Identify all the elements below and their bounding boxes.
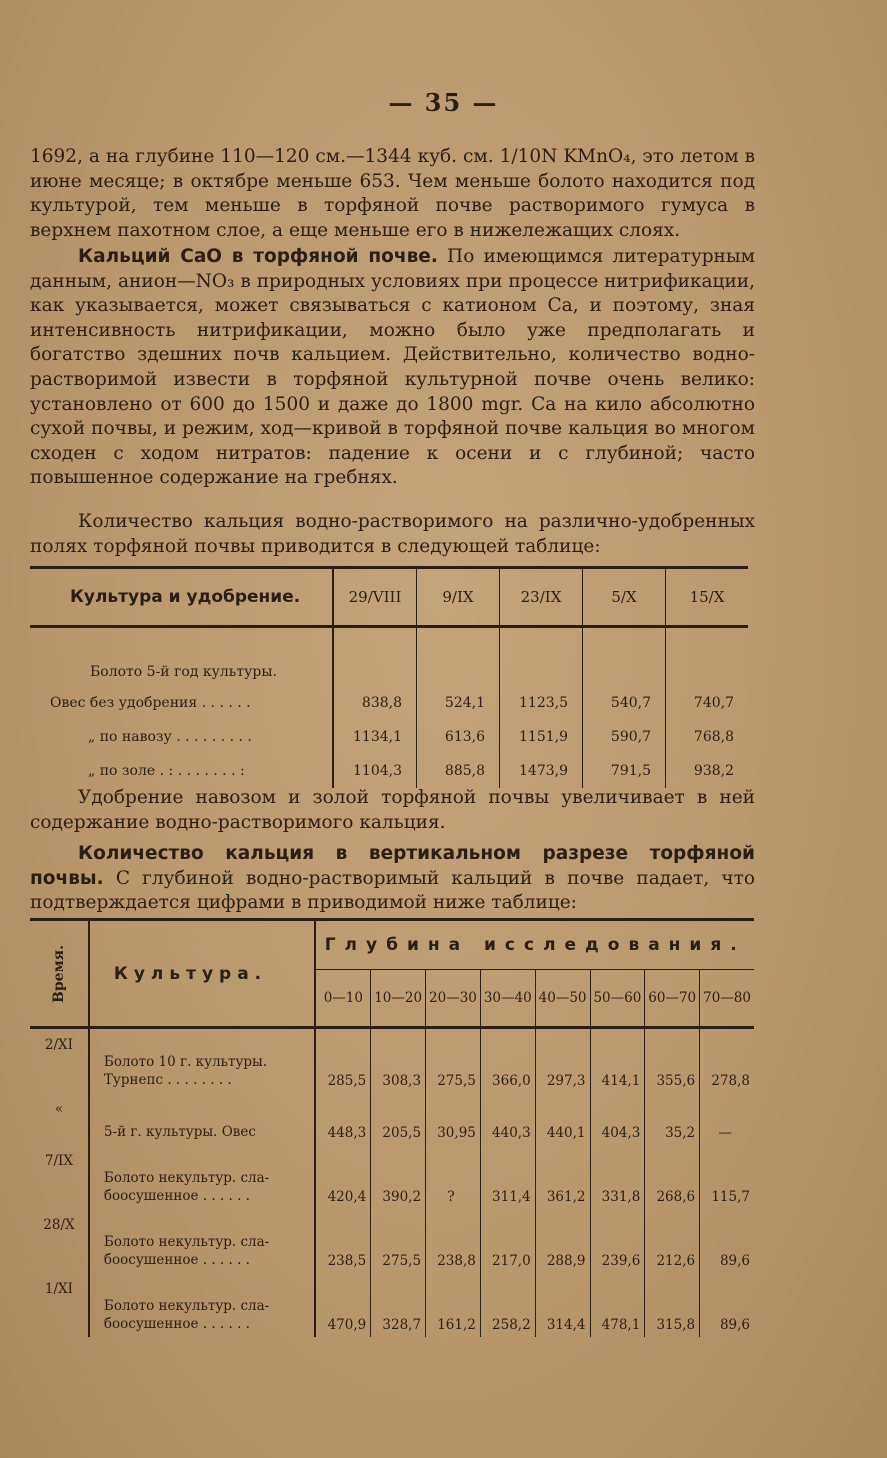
table1-col-header: 29/VIII: [333, 568, 417, 627]
table2-cell: 390,2: [371, 1145, 426, 1209]
table2-cell: 30,95: [426, 1093, 481, 1145]
table2-cell: 448,3: [315, 1093, 370, 1145]
table1-cell: 540,7: [583, 686, 666, 720]
table2-cell: 297,3: [535, 1028, 590, 1094]
table2-cell: 238,8: [426, 1209, 481, 1273]
table2-depth-col: 30—40: [480, 970, 535, 1028]
table2-culture: [89, 1273, 316, 1337]
table2-cell: 404,3: [590, 1093, 645, 1145]
table2-header-row-1: [30, 920, 754, 970]
table1-col-header: 23/IX: [500, 568, 583, 627]
table2-cell: 420,4: [315, 1145, 370, 1209]
paragraph-2-heading: Кальций CaO в торфяной почве.: [78, 246, 438, 267]
table-calcium-by-fertilizer: [30, 566, 748, 788]
table2-cell: 275,5: [426, 1028, 481, 1094]
table2-cell: 361,2: [535, 1145, 590, 1209]
table-calcium-by-depth: [30, 918, 754, 1337]
table2-cell: 328,7: [371, 1273, 426, 1337]
table2-depth-col: 70—80: [700, 970, 754, 1028]
table2-culture-header: Культура.: [89, 920, 316, 1028]
paragraph-3-text: Количество кальция водно-растворимого на различно-удобренных полях торфяной почвы приводится в следующей таблице:: [30, 511, 755, 557]
table2-depth-col: 20—30: [426, 970, 481, 1028]
table1-cell: 613,6: [417, 720, 500, 754]
table-row: [30, 720, 748, 754]
table1-cell: 524,1: [417, 686, 500, 720]
table1-cell: 1123,5: [500, 686, 583, 720]
table2-time: 28/X: [30, 1209, 89, 1273]
table2-culture-line2: боосушенное . . . . . .: [103, 1188, 250, 1204]
table2-cell: 285,5: [315, 1028, 370, 1094]
table2-cell: 115,7: [711, 1189, 750, 1205]
paragraph-2-text: По имеющимся литературным данным, анион—NO₃ в природных условиях при процессе нитрификации, как указывается, может связываться с катионом Са, и поэтому, зная интенсивность нитрификации, можно было уже предполагать и богатство здешних почв кальцием. Действительно, количество водно-растворимой извести в торфяной культурной почве очень велико: установлено от 600 до 1500 и даже до 1800 mgr. Са на кило абсолютно сухой почвы, и режим, ход—кривой в торфяной почве кальция во многом сходен с ходом нитратов: падение к осени и с глубиной; часто повышенное содержание на гребнях.: [30, 246, 755, 489]
table2-cell: 258,2: [480, 1273, 535, 1337]
table2-cell: 414,1: [590, 1028, 645, 1094]
table2-culture-line1: 5-й г. культуры. Овес: [103, 1124, 256, 1140]
table2-cell: 440,1: [535, 1093, 590, 1145]
table-row: [30, 1145, 754, 1209]
table2-cell: 212,6: [645, 1209, 700, 1273]
table2-cell: 315,8: [645, 1273, 700, 1337]
paragraph-3: [30, 510, 755, 559]
table2-depth-col: 40—50: [535, 970, 590, 1028]
table2-cell: 470,9: [315, 1273, 370, 1337]
paragraph-5-heading: Количество кальция в вертикальном разрезе торфяной почвы.: [30, 843, 755, 889]
table-row: [30, 1028, 754, 1094]
paragraph-5: [30, 842, 755, 916]
table2-depth-header: Глубина исследования.: [315, 920, 754, 970]
table1-header-row: [30, 568, 748, 627]
table2-culture: [89, 1145, 316, 1209]
table1-cell: 791,5: [583, 754, 666, 788]
table2-depth-col: 60—70: [645, 970, 700, 1028]
paragraph-5-text: С глубиной водно-растворимый кальций в почве падает, что подтверждается цифрами в приводимой ниже таблице:: [30, 867, 755, 914]
table1-col-header: 5/X: [583, 568, 666, 627]
table2-time: «: [30, 1093, 89, 1145]
paragraph-1-text: 1692, а на глубине 110—120 см.—1344 куб. см. 1/10N KMnO₄, это летом в июне месяце; в октябре меньше 653. Чем меньше болото находится под культурой, тем меньше в торфяной почве растворимого гумуса в верхнем пахотном слое, а еще меньше его в нижележащих слоях.: [30, 146, 755, 241]
table2-cell: 331,8: [590, 1145, 645, 1209]
table2-culture-line1: Болото 10 г. культуры.: [103, 1054, 268, 1070]
table1-row-label: Овес без удобрения . . . . . .: [30, 686, 333, 720]
table2-cell: 288,9: [535, 1209, 590, 1273]
table1-subheading-row: [30, 627, 748, 687]
table1-subheading: Болото 5-й год культуры.: [30, 627, 333, 687]
table2-time: 7/IX: [30, 1145, 89, 1209]
table2-cell: 278,8: [711, 1073, 750, 1089]
paragraph-4-text: Удобрение навозом и золой торфяной почвы увеличивает в ней содержание водно-растворимого кальция.: [30, 787, 755, 833]
table1-cell: 938,2: [693, 763, 734, 779]
table2-depth-col: 50—60: [590, 970, 645, 1028]
table1-cell: 1104,3: [333, 754, 417, 788]
table2-cell: 355,6: [645, 1028, 700, 1094]
table2-cell: 440,3: [480, 1093, 535, 1145]
table2-cell: 366,0: [480, 1028, 535, 1094]
table2-depth-col: 0—10: [315, 970, 370, 1028]
table2-culture: [89, 1028, 316, 1094]
table2-cell: 205,5: [371, 1093, 426, 1145]
table2-cell: 217,0: [480, 1209, 535, 1273]
table1-cell: 768,8: [693, 729, 734, 745]
table2-time-header-cell: [30, 920, 89, 1028]
table-row: [30, 1093, 754, 1145]
table2-cell: 311,4: [480, 1145, 535, 1209]
table1-row-label: „ по навозу . . . . . . . . .: [30, 720, 333, 754]
table1-cell: 740,7: [693, 695, 734, 711]
paragraph-2: [30, 245, 755, 491]
table1-header-label: Культура и удобрение.: [30, 568, 333, 627]
table2-cell: 89,6: [719, 1317, 750, 1333]
table-row: [30, 686, 748, 720]
table2-time: 2/XI: [30, 1028, 89, 1094]
table2-cell: 308,3: [371, 1028, 426, 1094]
table2-culture-line2: боосушенное . . . . . .: [103, 1252, 250, 1268]
table2-cell: 89,6: [719, 1253, 750, 1269]
table2-time: 1/XI: [30, 1273, 89, 1337]
paragraph-4: [30, 786, 755, 835]
table1-cell: 1134,1: [333, 720, 417, 754]
table2-cell: ?: [426, 1145, 481, 1209]
table1-cell: 838,8: [333, 686, 417, 720]
table-row: [30, 1209, 754, 1273]
table2-culture: [89, 1209, 316, 1273]
table-row: [30, 1273, 754, 1337]
table2-cell: 35,2: [645, 1093, 700, 1145]
table1-col-header: 9/IX: [417, 568, 500, 627]
table2-cell: —: [718, 1125, 732, 1141]
table1-col-header: 15/X: [666, 568, 749, 627]
table2-cell: 238,5: [315, 1209, 370, 1273]
table1-cell: 1473,9: [500, 754, 583, 788]
table2-cell: 314,4: [535, 1273, 590, 1337]
table2-cell: 478,1: [590, 1273, 645, 1337]
table2-culture-line2: боосушенное . . . . . .: [103, 1316, 250, 1332]
paragraph-1: [30, 145, 755, 243]
table2-culture: [89, 1093, 316, 1145]
page-number: — 35 —: [388, 88, 499, 117]
table2-cell: 268,6: [645, 1145, 700, 1209]
table2-culture-line1: Болото некультур. сла-: [103, 1298, 270, 1314]
table2-cell: 239,6: [590, 1209, 645, 1273]
table1-row-label: „ по золе . : . . . . . . . :: [30, 754, 333, 788]
table2-cell: 275,5: [371, 1209, 426, 1273]
table1-cell: 590,7: [583, 720, 666, 754]
table2-culture-line1: Болото некультур. сла-: [103, 1234, 270, 1250]
table2-culture-line2: Турнепс . . . . . . . .: [103, 1072, 232, 1088]
table1-cell: 885,8: [417, 754, 500, 788]
table2-time-header: Время.: [50, 944, 67, 1003]
table2-cell: 161,2: [426, 1273, 481, 1337]
table2-depth-col: 10—20: [371, 970, 426, 1028]
table1-cell: 1151,9: [500, 720, 583, 754]
table2-culture-line1: Болото некультур. сла-: [103, 1170, 270, 1186]
table-row: [30, 754, 748, 788]
